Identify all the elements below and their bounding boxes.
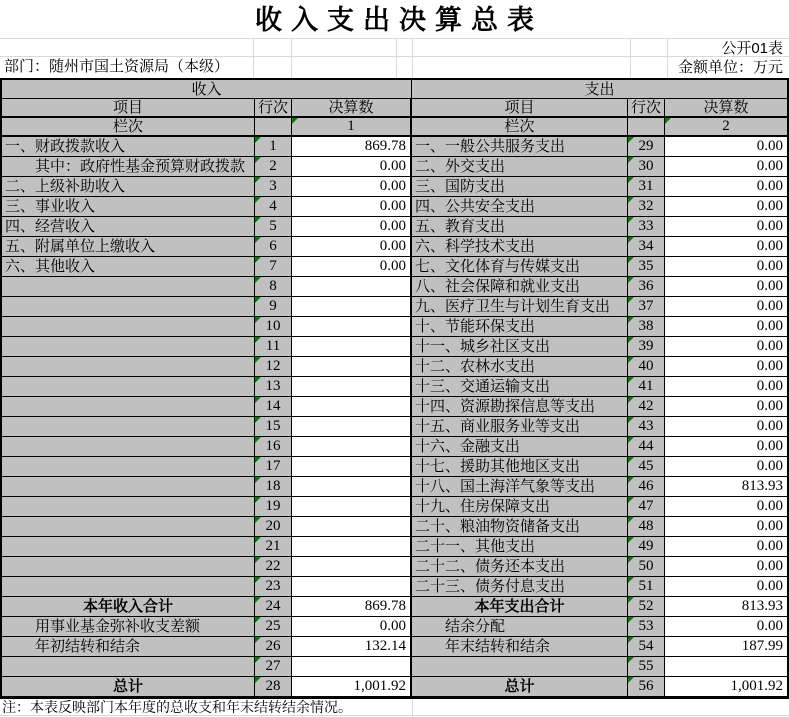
- income-amount-cell: [292, 357, 412, 377]
- table-number-row: [0, 38, 789, 57]
- income-column-number: 1: [292, 118, 412, 137]
- income-item-cell: 其中：政府性基金预算财政拨款: [2, 157, 255, 177]
- income-item-cell: [2, 417, 255, 437]
- income-amount-cell: 0.00: [292, 177, 412, 197]
- expense-amount-cell: 0.00: [665, 217, 787, 237]
- expense-item-cell: [412, 657, 628, 677]
- expense-column-index-rowno-cell: [628, 118, 665, 137]
- expense-row-no-cell: 54: [628, 637, 665, 657]
- income-amount-cell: 0.00: [292, 197, 412, 217]
- expense-amount-cell: 0.00: [665, 377, 787, 397]
- income-amount-cell: [292, 417, 412, 437]
- expense-item-cell: 七、文化体育与传媒支出: [412, 257, 628, 277]
- income-row-no-cell: 11: [255, 337, 292, 357]
- income-row-no-cell: 18: [255, 477, 292, 497]
- expense-item-cell: 年末结转和结余: [412, 637, 628, 657]
- income-amount-cell: 0.00: [292, 217, 412, 237]
- gridline: [630, 38, 631, 78]
- expense-amount-cell: 0.00: [665, 137, 787, 157]
- expense-item-cell: 结余分配: [412, 617, 628, 637]
- expense-item-cell: 二十、粮油物资储备支出: [412, 517, 628, 537]
- income-section-header: 收入: [2, 80, 412, 99]
- income-amount-cell: 1,001.92: [292, 677, 412, 697]
- expense-row-no-cell: 36: [628, 277, 665, 297]
- expense-row-no-cell: 52: [628, 597, 665, 617]
- expense-row-no-cell: 47: [628, 497, 665, 517]
- gridline: [412, 699, 413, 717]
- unit-label: 金额单位：万元: [677, 59, 783, 76]
- income-item-cell: [2, 517, 255, 537]
- expense-amount-cell: 0.00: [665, 337, 787, 357]
- income-row-no-cell: 10: [255, 317, 292, 337]
- expense-amount-cell: 0.00: [665, 257, 787, 277]
- income-item-cell: 总计: [2, 677, 255, 697]
- expense-amount-cell: 0.00: [665, 397, 787, 417]
- income-amount-cell: [292, 277, 412, 297]
- income-item-cell: 用事业基金弥补收支差额: [2, 617, 255, 637]
- income-item-cell: [2, 357, 255, 377]
- income-item-cell: 四、经营收入: [2, 217, 255, 237]
- income-item-cell: 三、事业收入: [2, 197, 255, 217]
- expense-amount-cell: 0.00: [665, 537, 787, 557]
- income-item-cell: [2, 537, 255, 557]
- expense-amount-cell: 0.00: [665, 177, 787, 197]
- income-row-no-cell: 1: [255, 137, 292, 157]
- expense-row-no-cell: 55: [628, 657, 665, 677]
- expense-amount-cell: 813.93: [665, 477, 787, 497]
- expense-row-no-cell: 37: [628, 297, 665, 317]
- income-item-cell: [2, 337, 255, 357]
- income-row-no-cell: 21: [255, 537, 292, 557]
- income-amount-cell: 132.14: [292, 637, 412, 657]
- expense-item-cell: 九、医疗卫生与计划生育支出: [412, 297, 628, 317]
- expense-section-header: 支出: [412, 80, 787, 99]
- income-column-index-label: 栏次: [2, 118, 255, 137]
- income-item-cell: 一、财政拨款收入: [2, 137, 255, 157]
- expense-item-header: 项目: [412, 99, 628, 118]
- expense-item-cell: 三、国防支出: [412, 177, 628, 197]
- income-item-cell: [2, 577, 255, 597]
- expense-amount-cell: 0.00: [665, 457, 787, 477]
- income-row-no-cell: 2: [255, 157, 292, 177]
- expense-row-no-cell: 49: [628, 537, 665, 557]
- summary-table: [0, 78, 789, 699]
- expense-row-no-cell: 48: [628, 517, 665, 537]
- expense-row-no-cell: 46: [628, 477, 665, 497]
- expense-row-no-cell: 43: [628, 417, 665, 437]
- expense-row-no-cell: 39: [628, 337, 665, 357]
- expense-item-cell: 一、一般公共服务支出: [412, 137, 628, 157]
- income-amount-cell: [292, 397, 412, 417]
- income-item-cell: [2, 297, 255, 317]
- expense-amount-cell: 0.00: [665, 197, 787, 217]
- income-row-no-cell: 20: [255, 517, 292, 537]
- expense-row-no-cell: 44: [628, 437, 665, 457]
- income-item-cell: 二、上级补助收入: [2, 177, 255, 197]
- expense-amount-cell: 0.00: [665, 497, 787, 517]
- page-title: 收入支出决算总表: [255, 5, 543, 35]
- income-amount-cell: 0.00: [292, 237, 412, 257]
- income-amount-cell: 869.78: [292, 597, 412, 617]
- income-amount-cell: [292, 537, 412, 557]
- gridline: [396, 38, 397, 78]
- expense-item-cell: 十三、交通运输支出: [412, 377, 628, 397]
- income-item-cell: [2, 377, 255, 397]
- income-amount-cell: [292, 497, 412, 517]
- expense-row-no-cell: 42: [628, 397, 665, 417]
- expense-amount-cell: 0.00: [665, 617, 787, 637]
- income-amount-cell: 0.00: [292, 617, 412, 637]
- income-row-no-cell: 27: [255, 657, 292, 677]
- expense-amount-cell: [665, 657, 787, 677]
- income-item-cell: 六、其他收入: [2, 257, 255, 277]
- income-column-index-rowno-cell: [255, 118, 292, 137]
- expense-item-cell: 十二、农林水支出: [412, 357, 628, 377]
- expense-item-cell: 十七、援助其他地区支出: [412, 457, 628, 477]
- income-item-cell: 年初结转和结余: [2, 637, 255, 657]
- income-row-no-cell: 15: [255, 417, 292, 437]
- income-item-cell: [2, 497, 255, 517]
- expense-row-no-cell: 34: [628, 237, 665, 257]
- income-row-no-cell: 25: [255, 617, 292, 637]
- expense-amount-cell: 0.00: [665, 297, 787, 317]
- expense-amount-cell: 813.93: [665, 597, 787, 617]
- income-row-no-cell: 19: [255, 497, 292, 517]
- income-amount-header: 决算数: [292, 99, 412, 118]
- income-item-cell: [2, 437, 255, 457]
- income-row-no-cell: 17: [255, 457, 292, 477]
- expense-row-no-cell: 31: [628, 177, 665, 197]
- income-item-cell: 五、附属单位上缴收入: [2, 237, 255, 257]
- income-item-header: 项目: [2, 99, 255, 118]
- expense-amount-cell: 0.00: [665, 417, 787, 437]
- expense-row-no-cell: 38: [628, 317, 665, 337]
- income-amount-cell: [292, 517, 412, 537]
- expense-item-cell: 二十一、其他支出: [412, 537, 628, 557]
- gridline: [667, 38, 668, 78]
- expense-row-no-cell: 51: [628, 577, 665, 597]
- expense-item-cell: 十五、商业服务业等支出: [412, 417, 628, 437]
- expense-item-cell: 二十三、债务付息支出: [412, 577, 628, 597]
- expense-amount-cell: 1,001.92: [665, 677, 787, 697]
- expense-row-no-header: 行次: [628, 99, 665, 118]
- income-row-no-cell: 6: [255, 237, 292, 257]
- income-item-cell: [2, 477, 255, 497]
- department-row: [0, 57, 789, 78]
- income-row-no-header: 行次: [255, 99, 292, 118]
- income-item-cell: [2, 657, 255, 677]
- expense-row-no-cell: 33: [628, 217, 665, 237]
- expense-item-cell: 八、社会保障和就业支出: [412, 277, 628, 297]
- expense-amount-cell: 187.99: [665, 637, 787, 657]
- gridline: [291, 38, 292, 78]
- expense-column-number: 2: [665, 118, 787, 137]
- income-row-no-cell: 22: [255, 557, 292, 577]
- table-number: 公开01表: [721, 40, 783, 57]
- expense-row-no-cell: 29: [628, 137, 665, 157]
- expense-amount-cell: 0.00: [665, 517, 787, 537]
- expense-row-no-cell: 50: [628, 557, 665, 577]
- income-row-no-cell: 12: [255, 357, 292, 377]
- expense-item-cell: 十、节能环保支出: [412, 317, 628, 337]
- income-amount-cell: [292, 317, 412, 337]
- expense-amount-cell: 0.00: [665, 557, 787, 577]
- income-item-cell: [2, 317, 255, 337]
- income-amount-cell: [292, 337, 412, 357]
- expense-item-cell: 十八、国土海洋气象等支出: [412, 477, 628, 497]
- income-amount-cell: [292, 377, 412, 397]
- income-amount-cell: [292, 437, 412, 457]
- income-item-cell: [2, 557, 255, 577]
- income-row-no-cell: 7: [255, 257, 292, 277]
- expense-row-no-cell: 40: [628, 357, 665, 377]
- income-amount-cell: [292, 557, 412, 577]
- expense-amount-cell: 0.00: [665, 357, 787, 377]
- expense-item-cell: 四、公共安全支出: [412, 197, 628, 217]
- income-amount-cell: [292, 457, 412, 477]
- gridline: [253, 38, 254, 78]
- expense-item-cell: 十六、金融支出: [412, 437, 628, 457]
- expense-row-no-cell: 30: [628, 157, 665, 177]
- expense-item-cell: 总计: [412, 677, 628, 697]
- income-row-no-cell: 23: [255, 577, 292, 597]
- income-row-no-cell: 3: [255, 177, 292, 197]
- expense-amount-cell: 0.00: [665, 157, 787, 177]
- income-row-no-cell: 13: [255, 377, 292, 397]
- income-row-no-cell: 4: [255, 197, 292, 217]
- expense-row-no-cell: 56: [628, 677, 665, 697]
- expense-item-cell: 十九、住房保障支出: [412, 497, 628, 517]
- table-note: 注：本表反映部门本年度的总收支和年末结转结余情况。: [0, 699, 789, 716]
- gridline: [412, 38, 413, 78]
- income-row-no-cell: 24: [255, 597, 292, 617]
- income-amount-cell: [292, 477, 412, 497]
- income-row-no-cell: 28: [255, 677, 292, 697]
- income-item-cell: [2, 457, 255, 477]
- income-item-cell: [2, 397, 255, 417]
- expense-item-cell: 二十二、债务还本支出: [412, 557, 628, 577]
- income-row-no-cell: 9: [255, 297, 292, 317]
- income-amount-cell: 0.00: [292, 257, 412, 277]
- expense-item-cell: 五、教育支出: [412, 217, 628, 237]
- income-amount-cell: [292, 657, 412, 677]
- expense-row-no-cell: 35: [628, 257, 665, 277]
- expense-amount-cell: 0.00: [665, 577, 787, 597]
- income-row-no-cell: 26: [255, 637, 292, 657]
- department-label: 部门：随州市国土资源局（本级）: [4, 58, 230, 75]
- expense-item-cell: 二、外交支出: [412, 157, 628, 177]
- expense-row-no-cell: 53: [628, 617, 665, 637]
- income-row-no-cell: 14: [255, 397, 292, 417]
- expense-item-cell: 本年支出合计: [412, 597, 628, 617]
- income-item-cell: [2, 277, 255, 297]
- income-row-no-cell: 8: [255, 277, 292, 297]
- income-amount-cell: 869.78: [292, 137, 412, 157]
- expense-amount-header: 决算数: [665, 99, 787, 118]
- expense-item-cell: 六、科学技术支出: [412, 237, 628, 257]
- expense-amount-cell: 0.00: [665, 437, 787, 457]
- income-row-no-cell: 5: [255, 217, 292, 237]
- expense-item-cell: 十四、资源勘探信息等支出: [412, 397, 628, 417]
- expense-row-no-cell: 32: [628, 197, 665, 217]
- income-row-no-cell: 16: [255, 437, 292, 457]
- income-amount-cell: [292, 577, 412, 597]
- income-amount-cell: 0.00: [292, 157, 412, 177]
- expense-row-no-cell: 45: [628, 457, 665, 477]
- expense-column-index-label: 栏次: [412, 118, 628, 137]
- expense-row-no-cell: 41: [628, 377, 665, 397]
- income-item-cell: 本年收入合计: [2, 597, 255, 617]
- expense-amount-cell: 0.00: [665, 317, 787, 337]
- income-amount-cell: [292, 297, 412, 317]
- expense-amount-cell: 0.00: [665, 277, 787, 297]
- expense-item-cell: 十一、城乡社区支出: [412, 337, 628, 357]
- expense-amount-cell: 0.00: [665, 237, 787, 257]
